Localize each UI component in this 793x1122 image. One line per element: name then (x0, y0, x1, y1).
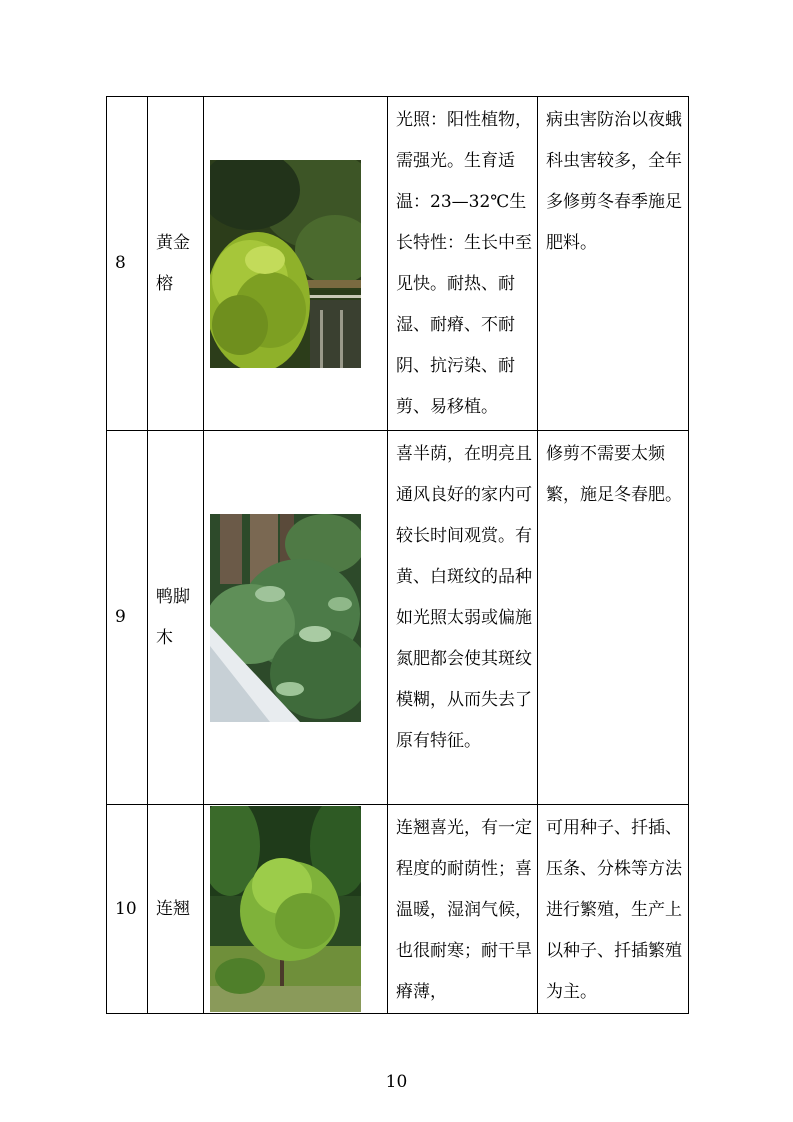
table-row (107, 805, 689, 1014)
golden-ficus-photo (210, 160, 361, 368)
plant-care: 病虫害防治以夜蛾科虫害较多，全年多修剪冬春季施足肥料。 (538, 97, 689, 431)
page-number: 10 (385, 1072, 408, 1092)
plant-table (106, 96, 689, 1014)
table-row (107, 97, 689, 431)
plant-name: 黄金榕 (148, 97, 204, 431)
forsythia-photo (210, 806, 361, 1012)
plant-care: 可用种子、扦插、压条、分株等方法进行繁殖，生产上以种子、扦插繁殖为主。 (538, 805, 689, 1014)
plant-description: 连翘喜光，有一定程度的耐荫性；喜温暖，湿润气候，也很耐寒；耐干旱瘠薄， (388, 805, 538, 1014)
plant-care: 修剪不需要太频繁，施足冬春肥。 (538, 431, 689, 805)
table-row (107, 431, 689, 805)
plant-name: 鸭脚木 (148, 431, 204, 805)
row-number: 8 (107, 97, 148, 431)
plant-description: 光照：阳性植物，需强光。生育适温：23—32℃生长特性：生长中至见快。耐热、耐湿、耐瘠、不耐阴、抗污染、耐剪、易移植。 (388, 97, 538, 431)
plant-name: 连翘 (148, 805, 204, 1014)
row-number: 10 (107, 805, 148, 1014)
plant-photo-cell (204, 431, 388, 805)
plant-photo-cell (204, 805, 388, 1014)
schefflera-photo (210, 514, 361, 722)
plant-description: 喜半荫，在明亮且通风良好的家内可较长时间观赏。有黄、白斑纹的品种如光照太弱或偏施氮肥都会使其斑纹模糊，从而失去了原有特征。 (388, 431, 538, 805)
plant-photo-cell (204, 97, 388, 431)
row-number: 9 (107, 431, 148, 805)
